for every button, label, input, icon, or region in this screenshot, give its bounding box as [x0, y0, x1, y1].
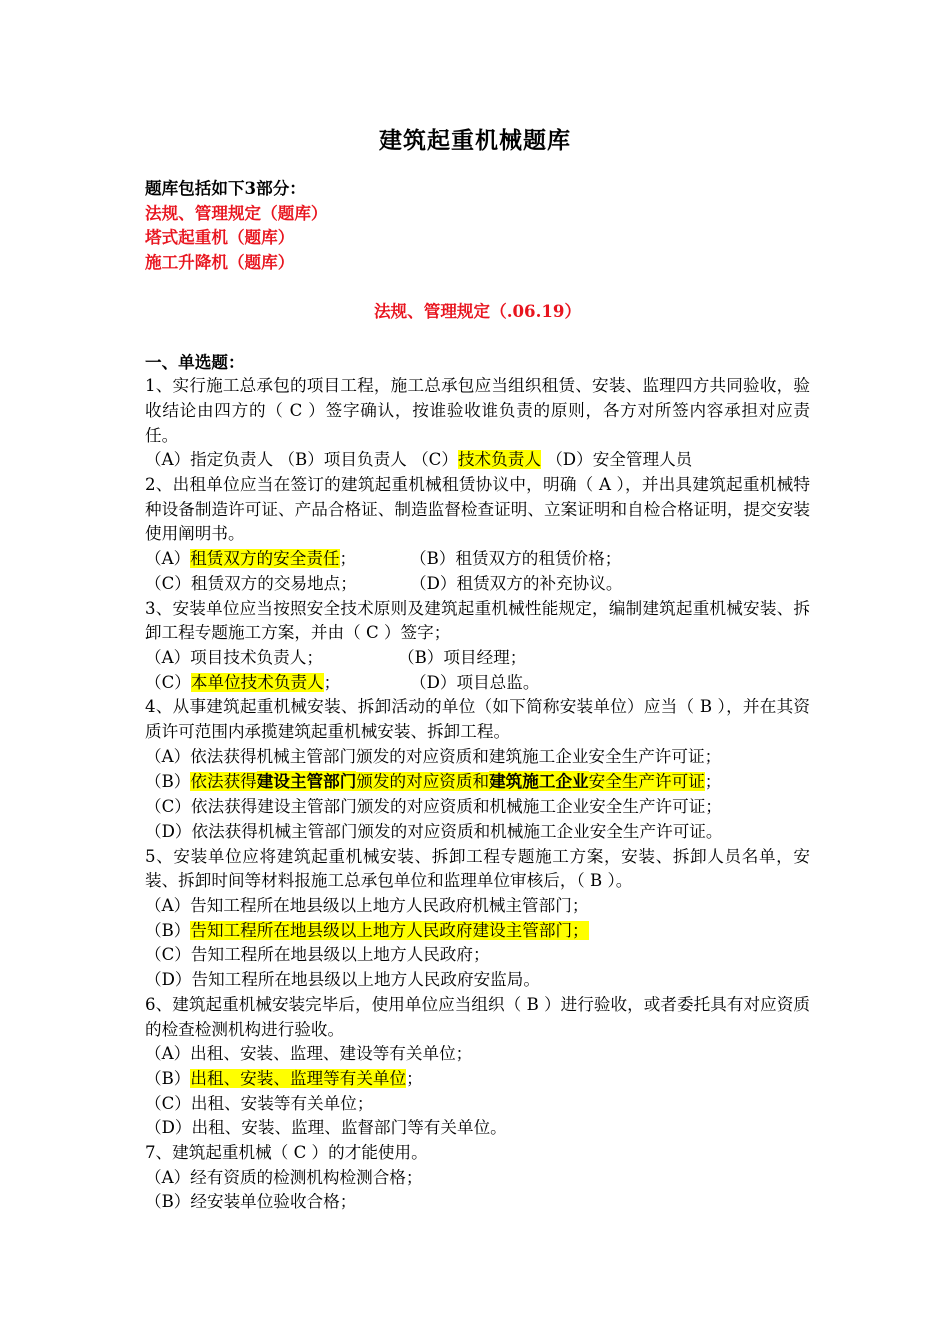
intro-heading: 题库包括如下3部分：	[145, 178, 306, 198]
option-b: （B）项目经理；	[398, 647, 527, 667]
question-4-option-d: （D）依法获得机械主管部门颁发的对应资质和机械施工企业安全生产许可证。	[145, 821, 723, 841]
option-b: （B）项目负责人	[278, 450, 407, 470]
option-a: （A）租赁双方的安全责任；	[145, 549, 357, 569]
answer-highlight: 租赁双方的安全责任	[190, 549, 340, 569]
question-2-options-row1	[145, 547, 810, 572]
question-4-option-c: （C）依法获得建设主管部门颁发的对应资质和机械施工企业安全生产许可证；	[145, 797, 722, 817]
option-c: （C）本单位技术负责人；	[145, 672, 341, 692]
option-d: （D）项目总监。	[410, 672, 540, 692]
answer-highlight: 告知工程所在地县级以上地方人民政府建设主管部门；	[190, 920, 589, 940]
intro-part-hoist: 施工升降机（题库）	[145, 252, 295, 273]
question-6-option-a: （A）出租、安装、监理、建设等有关单位；	[145, 1044, 473, 1064]
subsection-title: 一、单选题：	[145, 351, 245, 372]
option-c: （C）技术负责人	[412, 450, 541, 470]
option-a: （A）项目技术负责人；	[145, 647, 323, 667]
question-5: 5、安装单位应将建筑起重机械安装、拆卸工程专题施工方案，安装、拆卸人员名单，安装、拆卸时间等材料报施工总承包单位和监理单位审核后，（ B ）。	[145, 846, 810, 891]
question-2: 2、出租单位应当在签订的建筑起重机械租赁协议中，明确（ A ），并出具建筑起重机械特种设备制造许可证、产品合格证、制造监督检查证明、立案证明和自检合格证明，提交安装使用阐明书。	[145, 475, 810, 544]
question-3-options-row2	[145, 671, 810, 696]
question-5-option-a: （A）告知工程所在地县级以上地方人民政府机械主管部门；	[145, 895, 589, 915]
question-4: 4、从事建筑起重机械安装、拆卸活动的单位（如下简称安装单位）应当（ B ），并在其资质许可范围内承揽建筑起重机械安装、拆卸工程。	[145, 697, 810, 742]
question-5-option-b: （B）告知工程所在地县级以上地方人民政府建设主管部门；	[145, 920, 589, 940]
question-4-option-b: （B）依法获得建设主管部门颁发的对应资质和建筑施工企业安全生产许可证；	[145, 771, 722, 792]
question-3-options-row1	[145, 646, 810, 671]
question-2-options-row2	[145, 572, 810, 597]
answer-highlight: 技术负责人	[457, 450, 541, 470]
question-7: 7、建筑起重机械（ C ）的才能使用。	[145, 1143, 428, 1163]
question-6-option-c: （C）出租、安装等有关单位；	[145, 1093, 374, 1113]
document-title: 建筑起重机械题库	[379, 128, 571, 154]
question-3: 3、安装单位应当按照安全技术原则及建筑起重机械性能规定，编制建筑起重机械安装、拆卸工程专题施工方案，并由（ C ）签字；	[145, 598, 810, 643]
option-d: （D）租赁双方的补充协议。	[410, 573, 623, 593]
question-7-option-b: （B）经安装单位验收合格；	[145, 1192, 357, 1212]
intro-part-regulations: 法规、管理规定（题库）	[145, 202, 328, 223]
intro-part-tower-crane: 塔式起重机（题库）	[145, 227, 295, 248]
option-d: （D）安全管理人员	[546, 450, 693, 470]
option-b: （B）租赁双方的租赁价格；	[410, 549, 622, 569]
question-4-option-a: （A）依法获得机械主管部门颁发的对应资质和建筑施工企业安全生产许可证；	[145, 746, 722, 766]
question-6-option-b: （B）出租、安装、监理等有关单位；	[145, 1068, 423, 1088]
question-1-options	[145, 448, 810, 473]
section-title: 法规、管理规定（.06.19）	[373, 300, 582, 321]
question-7-option-a: （A）经有资质的检测机构检测合格；	[145, 1167, 423, 1187]
option-c: （C）租赁双方的交易地点；	[145, 573, 357, 593]
answer-highlight: 本单位技术负责人	[190, 672, 324, 692]
question-5-option-d: （D）告知工程所在地县级以上地方人民政府安监局。	[145, 970, 540, 990]
option-a: （A）指定负责人	[145, 450, 274, 470]
question-1: 1、实行施工总承包的项目工程，施工总承包应当组织租赁、安装、监理四方共同验收，验收结论由四方的（ C ）签字确认，按谁验收谁负责的原则，各方对所签内容承担对应责任。	[145, 376, 810, 445]
answer-highlight: 出租、安装、监理等有关单位	[190, 1068, 407, 1088]
question-5-option-c: （C）告知工程所在地县级以上地方人民政府；	[145, 945, 490, 965]
question-6: 6、建筑起重机械安装完毕后，使用单位应当组织（ B ）进行验收，或者委托具有对应资质的检查检测机构进行验收。	[145, 994, 810, 1039]
document-body	[145, 176, 810, 1215]
question-6-option-d: （D）出租、安装、监理、监督部门等有关单位。	[145, 1118, 507, 1138]
